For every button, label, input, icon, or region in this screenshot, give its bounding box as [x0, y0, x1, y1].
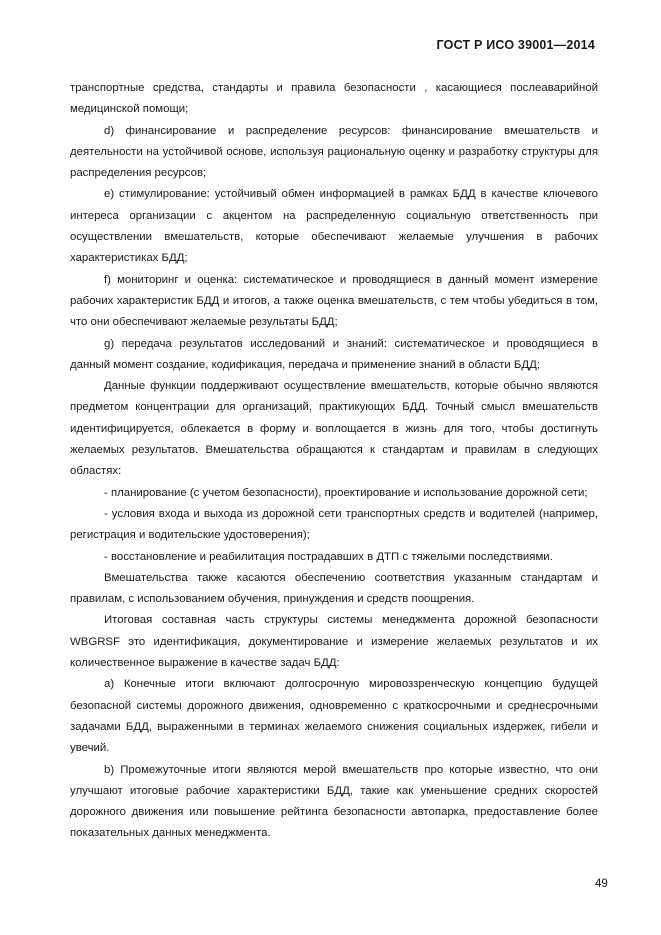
list-item: - условия входа и выхода из дорожной сети транспортных средств и водителей (например, регистрация и водительские удостоверения);: [70, 507, 598, 542]
document-body: [70, 78, 598, 845]
paragraph: Данные функции поддерживают осуществление вмешательств, которые обычно являются предметом концентрации для организаций, практикующих БДД. Точный смысл вмешательств идентифицируется, облекается в форму и воплощается в жизнь для того, чтобы достигнуть желаемых результатов. Вмешательства обращаются к стандартам и правилам в следующих областях:: [70, 380, 598, 478]
paragraph: а) Конечные итоги включают долгосрочную мировоззренческую концепцию будущей безопасной системы дорожного движения, одновременно с краткосрочными и среднесрочными задачами БДД, выраженными в терминах желаемого снижения социальных издержек, гибели и увечий.: [70, 678, 598, 755]
list-item: - восстановление и реабилитация пострадавших в ДТП с тяжелыми последствиями.: [104, 550, 553, 563]
paragraph: d) финансирование и распределение ресурсов: финансирование вмешательств и деятельности на устойчивой основе, используя рациональную оценку и разработку структуры для распределения ресурсов;: [70, 124, 598, 180]
page-number: 49: [595, 878, 608, 890]
paragraph: b) Промежуточные итоги являются мерой вмешательств про которые известно, что они улучшают итоговые рабочие характеристики БДД, такие как уменьшение средних скоростей дорожного движения или повышение рейтинга безопасности автопарка, предоставление более показательных данных менеджмента.: [70, 763, 598, 840]
document-header: ГОСТ Р ИСО 39001—2014: [436, 38, 595, 52]
paragraph: Вмешательства также касаются обеспечению соответствия указанным стандартам и правилам, с использованием обучения, принуждения и средств поощрения.: [70, 571, 598, 606]
paragraph: Итоговая составная часть структуры системы менеджмента дорожной безопасности WBGRSF это идентификация, документирование и измерение желаемых результатов и их количественное выражение в качестве задач БДД:: [70, 614, 598, 670]
list-item: - планирование (с учетом безопасности), проектирование и использование дорожной сети;: [104, 486, 588, 499]
paragraph: е) стимулирование: устойчивый обмен информацией в рамках БДД в качестве ключевого интереса организации с акцентом на распределенную социальную ответственность при осуществлении вмешательств, которые обеспечивают желаемые улучшения в рабочих характеристиках БДД;: [70, 188, 598, 265]
paragraph: транспортные средства, стандарты и правила безопасности , касающиеся послеаварийной медицинской помощи;: [70, 82, 598, 116]
paragraph: f) мониторинг и оценка: систематическое и проводящиеся в данный момент измерение рабочих характеристик БДД и итогов, а также оценка вмешательств, с тем чтобы убедиться в том, что они обеспечивают желаемые результаты БДД;: [70, 273, 598, 329]
paragraph: g) передача результатов исследований и знаний: систематическое и проводящиеся в данный момент создание, кодификация, передача и применение знаний в области БДД;: [70, 337, 598, 371]
